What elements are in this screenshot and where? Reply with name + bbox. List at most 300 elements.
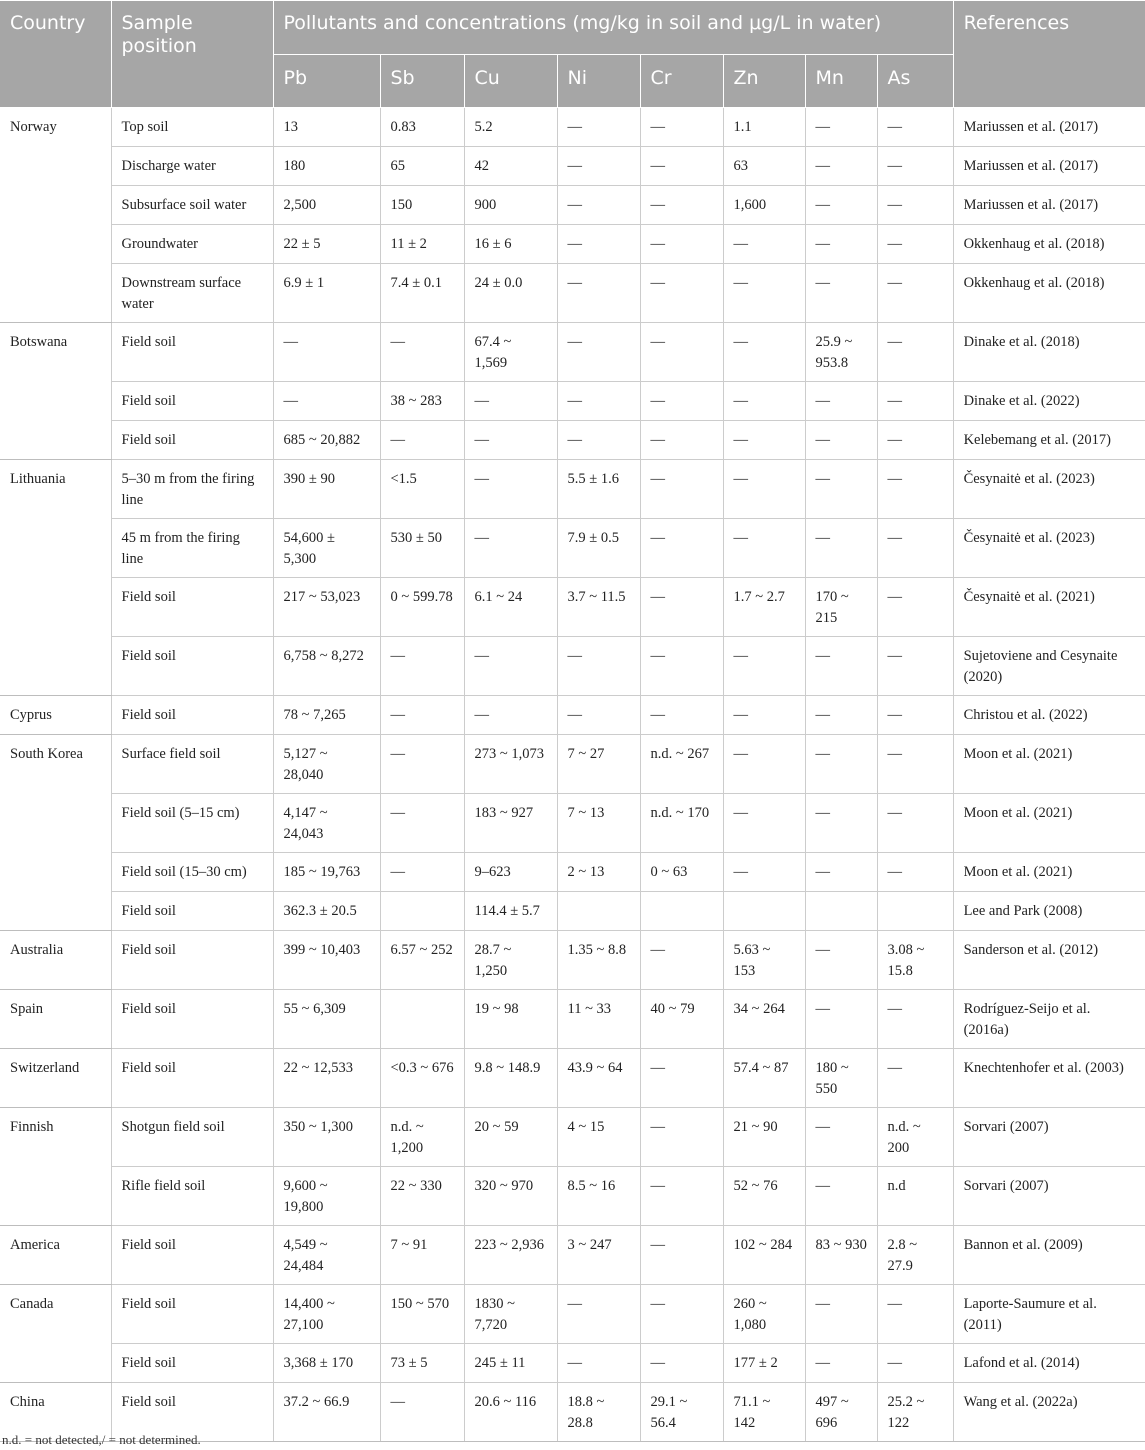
value-cell-mn: — bbox=[805, 735, 877, 794]
value-cell-mn: — bbox=[805, 108, 877, 147]
table-row bbox=[0, 1108, 1145, 1167]
value-cell-cr: 40 ~ 79 bbox=[640, 990, 723, 1049]
reference-cell: Sorvari (2007) bbox=[953, 1108, 1145, 1167]
value-cell-ni: 3.7 ~ 11.5 bbox=[557, 578, 640, 637]
value-cell-zn bbox=[723, 892, 805, 931]
value-cell-cu: 42 bbox=[464, 147, 557, 186]
sample-position-cell: Field soil bbox=[111, 990, 273, 1049]
value-cell-cu: 5.2 bbox=[464, 108, 557, 147]
value-cell-zn: — bbox=[723, 519, 805, 578]
sample-position-cell: Field soil bbox=[111, 578, 273, 637]
value-cell-sb: 150 bbox=[380, 186, 464, 225]
value-cell-as: — bbox=[877, 421, 953, 460]
value-cell-cu: 114.4 ± 5.7 bbox=[464, 892, 557, 931]
value-cell-as: — bbox=[877, 696, 953, 735]
table-row bbox=[0, 794, 1145, 853]
value-cell-mn: — bbox=[805, 1167, 877, 1226]
table-row bbox=[0, 186, 1145, 225]
header-pollutants: Pollutants and concentrations (mg/kg in soil and μg/L in water) bbox=[273, 1, 953, 55]
value-cell-pb: 55 ~ 6,309 bbox=[273, 990, 380, 1049]
value-cell-as: — bbox=[877, 382, 953, 421]
country-cell: Finnish bbox=[0, 1108, 111, 1226]
value-cell-mn: — bbox=[805, 931, 877, 990]
value-cell-pb: 5,127 ~ 28,040 bbox=[273, 735, 380, 794]
sample-position-cell: Subsurface soil water bbox=[111, 186, 273, 225]
reference-cell: Wang et al. (2022a) bbox=[953, 1383, 1145, 1442]
value-cell-mn: — bbox=[805, 186, 877, 225]
value-cell-zn: 1.1 bbox=[723, 108, 805, 147]
value-cell-sb: 7 ~ 91 bbox=[380, 1226, 464, 1285]
value-cell-cr: 0 ~ 63 bbox=[640, 853, 723, 892]
table-row bbox=[0, 735, 1145, 794]
table-row bbox=[0, 460, 1145, 519]
reference-cell: Sanderson et al. (2012) bbox=[953, 931, 1145, 990]
value-cell-pb: 14,400 ~ 27,100 bbox=[273, 1285, 380, 1344]
table-row bbox=[0, 892, 1145, 931]
header-references: References bbox=[953, 1, 1145, 108]
value-cell-pb: 9,600 ~ 19,800 bbox=[273, 1167, 380, 1226]
value-cell-ni: — bbox=[557, 108, 640, 147]
reference-cell: Lee and Park (2008) bbox=[953, 892, 1145, 931]
value-cell-cr: — bbox=[640, 1167, 723, 1226]
value-cell-zn: 63 bbox=[723, 147, 805, 186]
reference-cell: Dinake et al. (2018) bbox=[953, 323, 1145, 382]
value-cell-mn: — bbox=[805, 519, 877, 578]
value-cell-pb: 3,368 ± 170 bbox=[273, 1344, 380, 1383]
value-cell-zn: 34 ~ 264 bbox=[723, 990, 805, 1049]
country-cell: Australia bbox=[0, 931, 111, 990]
value-cell-ni: — bbox=[557, 1344, 640, 1383]
value-cell-cu: 20 ~ 59 bbox=[464, 1108, 557, 1167]
value-cell-cu: 320 ~ 970 bbox=[464, 1167, 557, 1226]
table-row bbox=[0, 1226, 1145, 1285]
reference-cell: Mariussen et al. (2017) bbox=[953, 108, 1145, 147]
value-cell-mn: — bbox=[805, 1344, 877, 1383]
value-cell-pb: 4,147 ~ 24,043 bbox=[273, 794, 380, 853]
value-cell-pb: 390 ± 90 bbox=[273, 460, 380, 519]
table-row bbox=[0, 696, 1145, 735]
value-cell-pb: 362.3 ± 20.5 bbox=[273, 892, 380, 931]
value-cell-as: 2.8 ~ 27.9 bbox=[877, 1226, 953, 1285]
reference-cell: Bannon et al. (2009) bbox=[953, 1226, 1145, 1285]
header-country: Country bbox=[0, 1, 111, 108]
value-cell-pb: 78 ~ 7,265 bbox=[273, 696, 380, 735]
value-cell-as: — bbox=[877, 186, 953, 225]
value-cell-ni: — bbox=[557, 264, 640, 323]
value-cell-pb: — bbox=[273, 382, 380, 421]
header-cr: Cr bbox=[640, 55, 723, 108]
value-cell-mn: — bbox=[805, 990, 877, 1049]
country-cell: Cyprus bbox=[0, 696, 111, 735]
header-as: As bbox=[877, 55, 953, 108]
value-cell-mn: 180 ~ 550 bbox=[805, 1049, 877, 1108]
value-cell-zn: 52 ~ 76 bbox=[723, 1167, 805, 1226]
value-cell-cr: — bbox=[640, 264, 723, 323]
value-cell-mn: — bbox=[805, 147, 877, 186]
value-cell-cr: — bbox=[640, 519, 723, 578]
value-cell-cu: — bbox=[464, 460, 557, 519]
header-sb: Sb bbox=[380, 55, 464, 108]
sample-position-cell: 45 m from the firing line bbox=[111, 519, 273, 578]
value-cell-mn: 170 ~ 215 bbox=[805, 578, 877, 637]
sample-position-cell: Field soil bbox=[111, 1226, 273, 1285]
value-cell-as: — bbox=[877, 853, 953, 892]
value-cell-sb: 530 ± 50 bbox=[380, 519, 464, 578]
value-cell-ni: — bbox=[557, 323, 640, 382]
value-cell-zn: 57.4 ~ 87 bbox=[723, 1049, 805, 1108]
value-cell-zn: — bbox=[723, 794, 805, 853]
reference-cell: Moon et al. (2021) bbox=[953, 853, 1145, 892]
value-cell-cu: 273 ~ 1,073 bbox=[464, 735, 557, 794]
value-cell-mn: — bbox=[805, 637, 877, 696]
country-cell: Spain bbox=[0, 990, 111, 1049]
value-cell-as: — bbox=[877, 323, 953, 382]
value-cell-sb: 0.83 bbox=[380, 108, 464, 147]
value-cell-pb: 399 ~ 10,403 bbox=[273, 931, 380, 990]
value-cell-sb: 11 ± 2 bbox=[380, 225, 464, 264]
reference-cell: Mariussen et al. (2017) bbox=[953, 186, 1145, 225]
value-cell-cr: — bbox=[640, 1226, 723, 1285]
value-cell-as: — bbox=[877, 225, 953, 264]
value-cell-ni: 11 ~ 33 bbox=[557, 990, 640, 1049]
table-row bbox=[0, 637, 1145, 696]
value-cell-as: n.d. ~ 200 bbox=[877, 1108, 953, 1167]
table-row bbox=[0, 578, 1145, 637]
value-cell-zn: — bbox=[723, 382, 805, 421]
value-cell-mn: 83 ~ 930 bbox=[805, 1226, 877, 1285]
value-cell-as: — bbox=[877, 990, 953, 1049]
value-cell-as: — bbox=[877, 1344, 953, 1383]
reference-cell: Rodríguez-Seijo et al. (2016a) bbox=[953, 990, 1145, 1049]
reference-cell: Česynaitė et al. (2023) bbox=[953, 460, 1145, 519]
sample-position-cell: Shotgun field soil bbox=[111, 1108, 273, 1167]
value-cell-zn: 260 ~ 1,080 bbox=[723, 1285, 805, 1344]
value-cell-cu: — bbox=[464, 696, 557, 735]
value-cell-zn: 1.7 ~ 2.7 bbox=[723, 578, 805, 637]
value-cell-ni: 4 ~ 15 bbox=[557, 1108, 640, 1167]
sample-position-cell: Field soil bbox=[111, 1344, 273, 1383]
value-cell-sb: <0.3 ~ 676 bbox=[380, 1049, 464, 1108]
value-cell-mn: — bbox=[805, 421, 877, 460]
sample-position-cell: Groundwater bbox=[111, 225, 273, 264]
value-cell-zn: — bbox=[723, 637, 805, 696]
country-cell: South Korea bbox=[0, 735, 111, 931]
value-cell-cu: — bbox=[464, 382, 557, 421]
value-cell-cr: — bbox=[640, 931, 723, 990]
value-cell-sb: — bbox=[380, 421, 464, 460]
table-row bbox=[0, 108, 1145, 147]
table-row bbox=[0, 1167, 1145, 1226]
value-cell-sb: 150 ~ 570 bbox=[380, 1285, 464, 1344]
value-cell-ni: 7 ~ 27 bbox=[557, 735, 640, 794]
sample-position-cell: Field soil bbox=[111, 421, 273, 460]
country-cell: Canada bbox=[0, 1285, 111, 1383]
value-cell-cu: — bbox=[464, 421, 557, 460]
sample-position-cell: Downstream surface water bbox=[111, 264, 273, 323]
value-cell-sb bbox=[380, 892, 464, 931]
value-cell-as: 3.08 ~ 15.8 bbox=[877, 931, 953, 990]
value-cell-pb: 22 ± 5 bbox=[273, 225, 380, 264]
value-cell-zn: 1,600 bbox=[723, 186, 805, 225]
header-zn: Zn bbox=[723, 55, 805, 108]
country-cell: China bbox=[0, 1383, 111, 1442]
header-ni: Ni bbox=[557, 55, 640, 108]
sample-position-cell: Field soil bbox=[111, 892, 273, 931]
sample-position-cell: 5–30 m from the firing line bbox=[111, 460, 273, 519]
value-cell-mn: — bbox=[805, 460, 877, 519]
value-cell-cu: 67.4 ~ 1,569 bbox=[464, 323, 557, 382]
value-cell-cr: — bbox=[640, 225, 723, 264]
table-row bbox=[0, 853, 1145, 892]
value-cell-pb: 350 ~ 1,300 bbox=[273, 1108, 380, 1167]
value-cell-cr: — bbox=[640, 186, 723, 225]
reference-cell: Knechtenhofer et al. (2003) bbox=[953, 1049, 1145, 1108]
value-cell-as: — bbox=[877, 735, 953, 794]
reference-cell: Kelebemang et al. (2017) bbox=[953, 421, 1145, 460]
value-cell-zn: — bbox=[723, 421, 805, 460]
value-cell-pb: — bbox=[273, 323, 380, 382]
value-cell-zn: — bbox=[723, 735, 805, 794]
value-cell-ni: — bbox=[557, 147, 640, 186]
sample-position-cell: Field soil bbox=[111, 1049, 273, 1108]
value-cell-cr: — bbox=[640, 637, 723, 696]
value-cell-as: — bbox=[877, 147, 953, 186]
value-cell-cu: 1830 ~ 7,720 bbox=[464, 1285, 557, 1344]
value-cell-cr: n.d. ~ 170 bbox=[640, 794, 723, 853]
header-mn: Mn bbox=[805, 55, 877, 108]
table-row bbox=[0, 1049, 1145, 1108]
country-cell: Switzerland bbox=[0, 1049, 111, 1108]
value-cell-zn: 102 ~ 284 bbox=[723, 1226, 805, 1285]
value-cell-mn: 497 ~ 696 bbox=[805, 1383, 877, 1442]
reference-cell: Laporte-Saumure et al. (2011) bbox=[953, 1285, 1145, 1344]
value-cell-ni: — bbox=[557, 382, 640, 421]
value-cell-sb: 22 ~ 330 bbox=[380, 1167, 464, 1226]
value-cell-sb: 6.57 ~ 252 bbox=[380, 931, 464, 990]
table-row bbox=[0, 225, 1145, 264]
reference-cell: Lafond et al. (2014) bbox=[953, 1344, 1145, 1383]
sample-position-cell: Field soil bbox=[111, 931, 273, 990]
value-cell-cr: — bbox=[640, 1285, 723, 1344]
value-cell-as: — bbox=[877, 578, 953, 637]
value-cell-sb: 65 bbox=[380, 147, 464, 186]
sample-position-cell: Field soil bbox=[111, 637, 273, 696]
table-row bbox=[0, 323, 1145, 382]
table-row bbox=[0, 1285, 1145, 1344]
value-cell-mn: — bbox=[805, 382, 877, 421]
value-cell-cr: — bbox=[640, 460, 723, 519]
table-row bbox=[0, 421, 1145, 460]
value-cell-ni: 5.5 ± 1.6 bbox=[557, 460, 640, 519]
value-cell-cu: 183 ~ 927 bbox=[464, 794, 557, 853]
value-cell-cu: 19 ~ 98 bbox=[464, 990, 557, 1049]
value-cell-zn: 177 ± 2 bbox=[723, 1344, 805, 1383]
value-cell-cu: 24 ± 0.0 bbox=[464, 264, 557, 323]
value-cell-mn: — bbox=[805, 225, 877, 264]
value-cell-ni: 43.9 ~ 64 bbox=[557, 1049, 640, 1108]
reference-cell: Okkenhaug et al. (2018) bbox=[953, 225, 1145, 264]
value-cell-sb: 38 ~ 283 bbox=[380, 382, 464, 421]
value-cell-mn: 25.9 ~ 953.8 bbox=[805, 323, 877, 382]
value-cell-ni bbox=[557, 892, 640, 931]
value-cell-zn: — bbox=[723, 323, 805, 382]
table-row bbox=[0, 382, 1145, 421]
table-footnote: n.d. = not detected,/ = not determined. bbox=[2, 1432, 201, 1447]
value-cell-sb: — bbox=[380, 323, 464, 382]
value-cell-sb bbox=[380, 990, 464, 1049]
value-cell-cu: — bbox=[464, 519, 557, 578]
value-cell-cr bbox=[640, 892, 723, 931]
value-cell-ni: 8.5 ~ 16 bbox=[557, 1167, 640, 1226]
table-row bbox=[0, 931, 1145, 990]
reference-cell: Okkenhaug et al. (2018) bbox=[953, 264, 1145, 323]
value-cell-zn: — bbox=[723, 460, 805, 519]
value-cell-cu: — bbox=[464, 637, 557, 696]
value-cell-pb: 180 bbox=[273, 147, 380, 186]
value-cell-sb: 7.4 ± 0.1 bbox=[380, 264, 464, 323]
reference-cell: Česynaitė et al. (2023) bbox=[953, 519, 1145, 578]
reference-cell: Moon et al. (2021) bbox=[953, 794, 1145, 853]
table-row bbox=[0, 990, 1145, 1049]
value-cell-pb: 685 ~ 20,882 bbox=[273, 421, 380, 460]
country-cell: Botswana bbox=[0, 323, 111, 460]
value-cell-sb: — bbox=[380, 637, 464, 696]
value-cell-zn: — bbox=[723, 225, 805, 264]
header-sample-position: Sample position bbox=[111, 1, 273, 108]
value-cell-mn: — bbox=[805, 853, 877, 892]
value-cell-mn: — bbox=[805, 1285, 877, 1344]
value-cell-as: — bbox=[877, 519, 953, 578]
value-cell-ni: 2 ~ 13 bbox=[557, 853, 640, 892]
reference-cell: Sujetoviene and Cesynaite (2020) bbox=[953, 637, 1145, 696]
value-cell-cr: 29.1 ~ 56.4 bbox=[640, 1383, 723, 1442]
country-cell: America bbox=[0, 1226, 111, 1285]
value-cell-as: — bbox=[877, 1285, 953, 1344]
value-cell-cu: 6.1 ~ 24 bbox=[464, 578, 557, 637]
reference-cell: Christou et al. (2022) bbox=[953, 696, 1145, 735]
value-cell-cr: — bbox=[640, 147, 723, 186]
value-cell-zn: 21 ~ 90 bbox=[723, 1108, 805, 1167]
value-cell-as: — bbox=[877, 264, 953, 323]
value-cell-sb: 73 ± 5 bbox=[380, 1344, 464, 1383]
sample-position-cell: Top soil bbox=[111, 108, 273, 147]
value-cell-ni: — bbox=[557, 1285, 640, 1344]
value-cell-sb: 0 ~ 599.78 bbox=[380, 578, 464, 637]
value-cell-ni: 7 ~ 13 bbox=[557, 794, 640, 853]
value-cell-cr: — bbox=[640, 382, 723, 421]
value-cell-mn: — bbox=[805, 264, 877, 323]
value-cell-as: 25.2 ~ 122 bbox=[877, 1383, 953, 1442]
reference-cell: Moon et al. (2021) bbox=[953, 735, 1145, 794]
value-cell-sb: — bbox=[380, 1383, 464, 1442]
sample-position-cell: Field soil bbox=[111, 1285, 273, 1344]
value-cell-cr: — bbox=[640, 1344, 723, 1383]
value-cell-as: — bbox=[877, 460, 953, 519]
value-cell-as: n.d bbox=[877, 1167, 953, 1226]
value-cell-pb: 13 bbox=[273, 108, 380, 147]
value-cell-cr: — bbox=[640, 1049, 723, 1108]
value-cell-mn: — bbox=[805, 696, 877, 735]
value-cell-pb: 185 ~ 19,763 bbox=[273, 853, 380, 892]
value-cell-zn: — bbox=[723, 853, 805, 892]
value-cell-pb: 217 ~ 53,023 bbox=[273, 578, 380, 637]
table-row bbox=[0, 147, 1145, 186]
value-cell-pb: 6.9 ± 1 bbox=[273, 264, 380, 323]
value-cell-mn: — bbox=[805, 794, 877, 853]
value-cell-cu: 16 ± 6 bbox=[464, 225, 557, 264]
reference-cell: Mariussen et al. (2017) bbox=[953, 147, 1145, 186]
value-cell-cu: 9.8 ~ 148.9 bbox=[464, 1049, 557, 1108]
value-cell-cu: 28.7 ~ 1,250 bbox=[464, 931, 557, 990]
value-cell-sb: — bbox=[380, 696, 464, 735]
value-cell-ni: 1.35 ~ 8.8 bbox=[557, 931, 640, 990]
table-row bbox=[0, 1344, 1145, 1383]
value-cell-as: — bbox=[877, 794, 953, 853]
value-cell-pb: 4,549 ~ 24,484 bbox=[273, 1226, 380, 1285]
value-cell-cr: — bbox=[640, 696, 723, 735]
sample-position-cell: Field soil bbox=[111, 696, 273, 735]
value-cell-as bbox=[877, 892, 953, 931]
value-cell-cu: 245 ± 11 bbox=[464, 1344, 557, 1383]
value-cell-ni: — bbox=[557, 225, 640, 264]
sample-position-cell: Field soil (15–30 cm) bbox=[111, 853, 273, 892]
value-cell-as: — bbox=[877, 637, 953, 696]
value-cell-cr: n.d. ~ 267 bbox=[640, 735, 723, 794]
value-cell-sb: <1.5 bbox=[380, 460, 464, 519]
value-cell-cr: — bbox=[640, 1108, 723, 1167]
value-cell-ni: — bbox=[557, 186, 640, 225]
value-cell-mn: — bbox=[805, 1108, 877, 1167]
sample-position-cell: Field soil bbox=[111, 382, 273, 421]
value-cell-ni: 18.8 ~ 28.8 bbox=[557, 1383, 640, 1442]
table-row bbox=[0, 264, 1145, 323]
sample-position-cell: Rifle field soil bbox=[111, 1167, 273, 1226]
reference-cell: Česynaitė et al. (2021) bbox=[953, 578, 1145, 637]
value-cell-as: — bbox=[877, 1049, 953, 1108]
value-cell-cr: — bbox=[640, 323, 723, 382]
country-cell: Norway bbox=[0, 108, 111, 323]
value-cell-pb: 37.2 ~ 66.9 bbox=[273, 1383, 380, 1442]
value-cell-mn bbox=[805, 892, 877, 931]
value-cell-sb: — bbox=[380, 853, 464, 892]
sample-position-cell: Field soil bbox=[111, 323, 273, 382]
value-cell-pb: 54,600 ± 5,300 bbox=[273, 519, 380, 578]
value-cell-sb: — bbox=[380, 794, 464, 853]
value-cell-sb: n.d. ~ 1,200 bbox=[380, 1108, 464, 1167]
value-cell-ni: — bbox=[557, 421, 640, 460]
reference-cell: Dinake et al. (2022) bbox=[953, 382, 1145, 421]
value-cell-cu: 900 bbox=[464, 186, 557, 225]
sample-position-cell: Field soil bbox=[111, 1383, 273, 1442]
table-row bbox=[0, 519, 1145, 578]
value-cell-zn: 5.63 ~ 153 bbox=[723, 931, 805, 990]
value-cell-pb: 6,758 ~ 8,272 bbox=[273, 637, 380, 696]
value-cell-zn: — bbox=[723, 696, 805, 735]
sample-position-cell: Surface field soil bbox=[111, 735, 273, 794]
value-cell-pb: 2,500 bbox=[273, 186, 380, 225]
value-cell-zn: — bbox=[723, 264, 805, 323]
value-cell-cr: — bbox=[640, 421, 723, 460]
value-cell-ni: 3 ~ 247 bbox=[557, 1226, 640, 1285]
value-cell-as: — bbox=[877, 108, 953, 147]
value-cell-cr: — bbox=[640, 108, 723, 147]
value-cell-ni: — bbox=[557, 696, 640, 735]
value-cell-ni: 7.9 ± 0.5 bbox=[557, 519, 640, 578]
value-cell-cu: 9–623 bbox=[464, 853, 557, 892]
table-body bbox=[0, 108, 1145, 1442]
header-cu: Cu bbox=[464, 55, 557, 108]
value-cell-sb: — bbox=[380, 735, 464, 794]
